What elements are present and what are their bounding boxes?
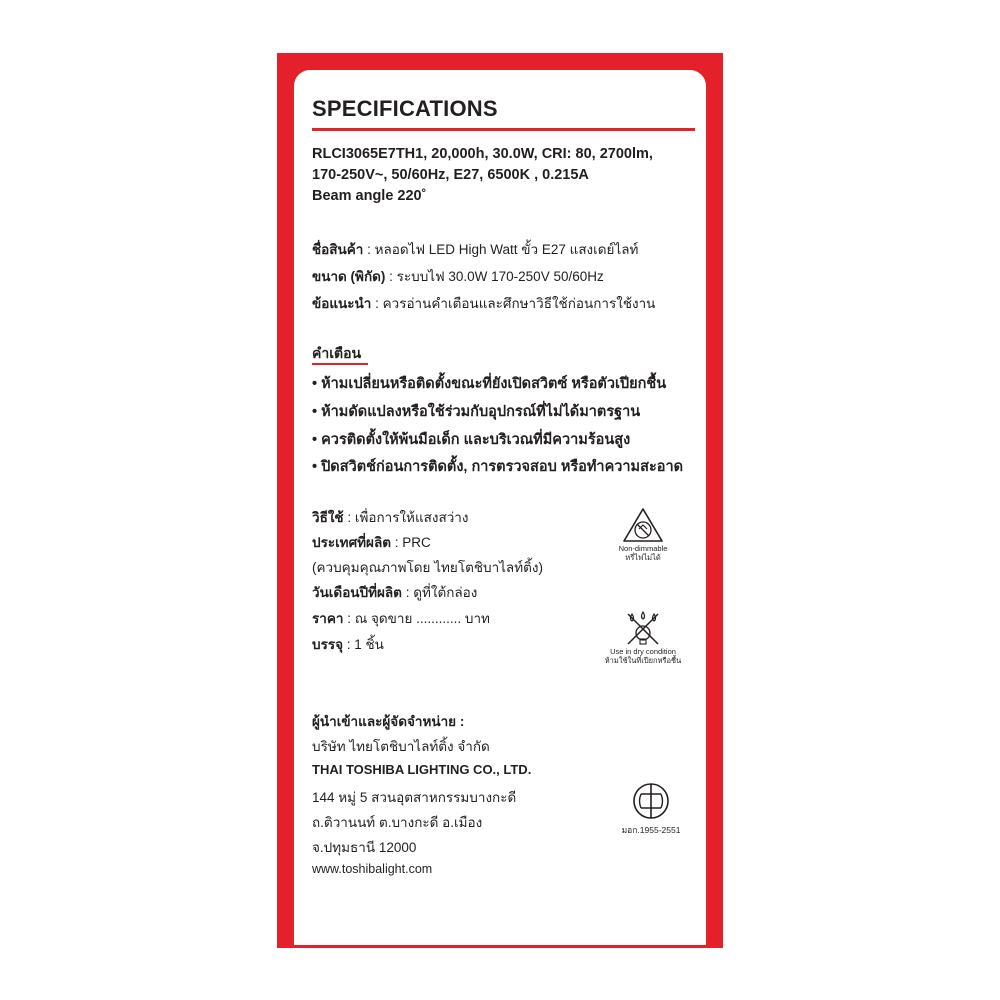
- importer-title: ผู้นำเข้าและผู้จัดจำหน่าย :: [312, 714, 465, 729]
- warning-item: • ปิดสวิตช์ก่อนการติดตั้ง, การตรวจสอบ หรือทำความสะอาด: [312, 459, 684, 475]
- tisi-mark-icon: [632, 782, 670, 826]
- spec-title: SPECIFICATIONS: [312, 96, 498, 121]
- importer-company-th: บริษัท ไทยโตชิบาไลท์ติ้ง จำกัด: [312, 739, 490, 754]
- importer-company-en: THAI TOSHIBA LIGHTING CO., LTD.: [312, 762, 532, 777]
- address-line: 144 หมู่ 5 สวนอุตสาหกรรมบางกะดี: [312, 790, 517, 805]
- spec-line: RLCI3065E7TH1, 20,000h, 30.0W, CRI: 80, 2700lm,: [312, 146, 653, 162]
- non-dimmable-caption: Non-dimmable หรี่ไฟไม่ได้: [618, 544, 668, 562]
- address-line: ถ.ติวานนท์ ต.บางกะดี อ.เมือง: [312, 815, 483, 830]
- warning-item: • ห้ามดัดแปลงหรือใช้ร่วมกับอุปกรณ์ที่ไม่ได้มาตรฐาน: [312, 404, 641, 420]
- mfg-date-row: วันเดือนปีที่ผลิต : ดูที่ใต้กล่อง: [312, 585, 478, 600]
- product-advice-row: ข้อแนะนำ : ควรอ่านคำเตือนและศึกษาวิธีใช้ก่อนการใช้งาน: [312, 296, 656, 311]
- dry-condition-icon: [624, 610, 662, 646]
- spec-line: 170-250V~, 50/60Hz, E27, 6500K , 0.215A: [312, 167, 589, 183]
- warning-item: • ควรติดตั้งให้พ้นมือเด็ก และบริเวณที่มีความร้อนสูง: [312, 432, 631, 448]
- warning-title: คำเตือน: [312, 345, 362, 361]
- price-row: ราคา : ณ จุดขาย ............ บาท: [312, 611, 490, 626]
- non-dimmable-icon: [622, 507, 664, 543]
- spec-card: [294, 70, 706, 945]
- tisi-caption: มอก.1955-2551: [621, 825, 681, 835]
- usage-row: วิธีใช้ : เพื่อการให้แสงสว่าง: [312, 510, 469, 525]
- warning-underline: [312, 363, 368, 365]
- quality-row: (ควบคุมคุณภาพโดย ไทยโตชิบาไลท์ติ้ง): [312, 560, 543, 575]
- package-row: บรรจุ : 1 ชิ้น: [312, 637, 384, 652]
- product-name-row: ชื่อสินค้า : หลอดไฟ LED High Watt ขั้ว E27 แสงเดย์ไลท์: [312, 242, 639, 257]
- country-row: ประเทศที่ผลิต : PRC: [312, 535, 431, 550]
- dry-condition-caption: Use in dry condition ห้ามใช้ในที่เปียกหรือชื้น: [604, 647, 682, 665]
- website: www.toshibalight.com: [312, 862, 433, 876]
- product-rating-row: ขนาด (พิกัด) : ระบบไฟ 30.0W 170-250V 50/60Hz: [312, 269, 604, 284]
- title-underline: [312, 128, 695, 131]
- spec-line: Beam angle 220˚: [312, 188, 427, 204]
- address-line: จ.ปทุมธานี 12000: [312, 840, 417, 855]
- warning-item: • ห้ามเปลี่ยนหรือติดตั้งขณะที่ยังเปิดสวิตซ์ หรือตัวเปียกชื้น: [312, 376, 667, 392]
